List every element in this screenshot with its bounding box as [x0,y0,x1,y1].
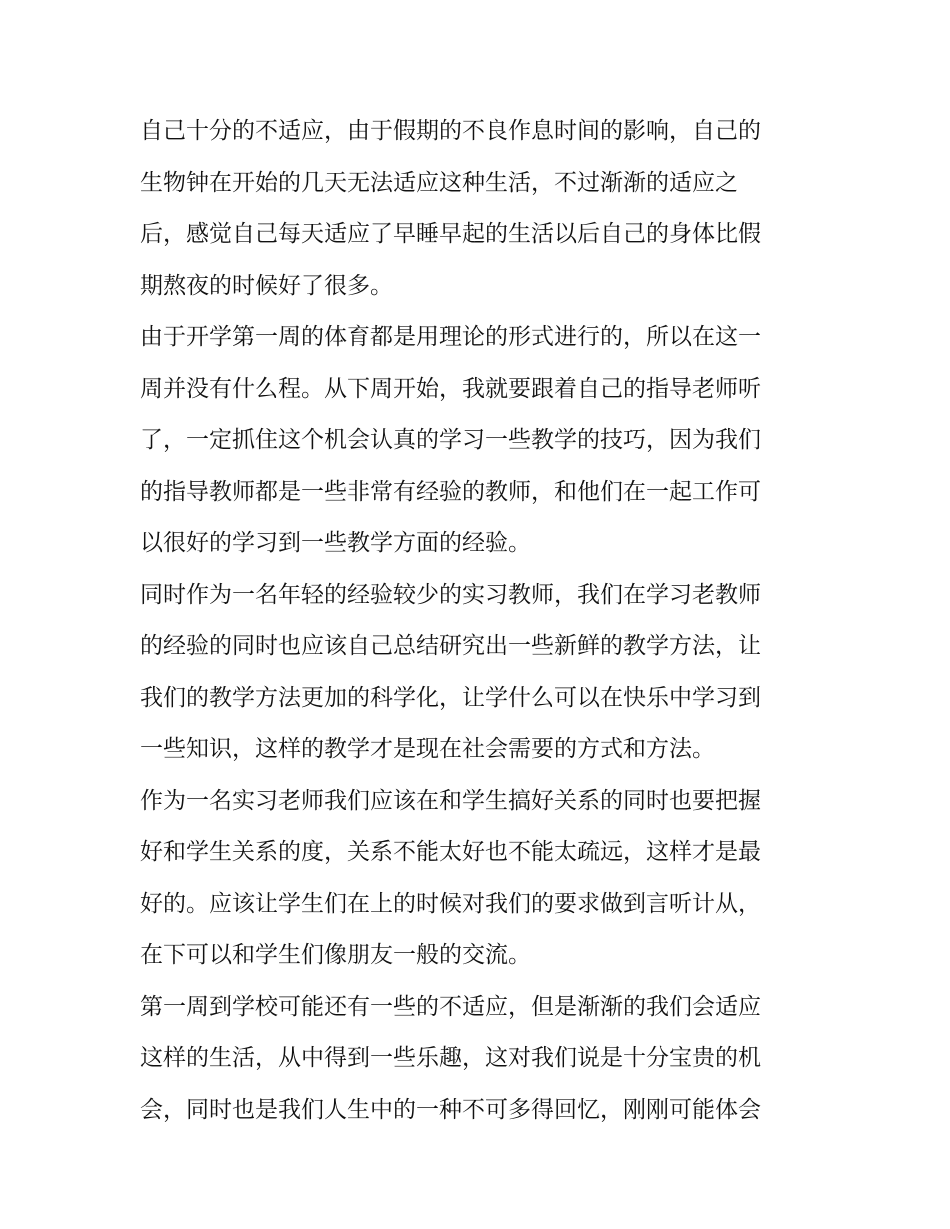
text-line: 好和学生关系的度，关系不能太好也不能太疏远，这样才是最 [140,839,761,865]
text-line: 好的。应该让学生们在上的时候对我们的要求做到言听计从， [140,890,761,917]
text-line: 第一周到学校可能还有一些的不适应，但是渐渐的我们会适应 [140,993,761,1020]
text-line: 作为一名实习老师我们应该在和学生搞好关系的同时也要把握 [140,787,761,814]
text-line: 会，同时也是我们人生中的一种不可多得回忆，刚刚可能体会 [140,1096,761,1123]
text-line: 由于开学第一周的体育都是用理论的形式进行的，所以在这一 [140,324,761,350]
text-line: 的指导教师都是一些非常有经验的教师，和他们在一起工作可 [140,478,761,505]
text-line: 同时作为一名年轻的经验较少的实习教师，我们在学习老教师 [140,581,761,608]
text-line: 一些知识，这样的教学才是现在社会需要的方式和方法。 [140,736,715,762]
text-line: 以很好的学习到一些教学方面的经验。 [140,530,531,556]
text-line: 自己十分的不适应，由于假期的不良作息时间的影响，自己的 [140,118,761,144]
text-line: 在下可以和学生们像朋友一般的交流。 [140,942,531,968]
body-text [140,106,820,1136]
text-line: 了，一定抓住这个机会认真的学习一些教学的技巧，因为我们 [140,427,761,453]
text-line: 这样的生活，从中得到一些乐趣，这对我们说是十分宝贵的机 [140,1045,761,1071]
text-line: 的经验的同时也应该自己总结研究出一些新鲜的教学方法，让 [140,633,761,659]
text-line: 期熬夜的时候好了很多。 [140,272,393,299]
text-line: 生物钟在开始的几天无法适应这种生活，不过渐渐的适应之 [140,169,738,196]
text-line: 我们的教学方法更加的科学化，让学什么可以在快乐中学习到 [140,684,761,711]
text-line: 周并没有什么程。从下周开始，我就要跟着自己的指导老师听 [140,375,761,402]
text-line: 后，感觉自己每天适应了早睡早起的生活以后自己的身体比假 [140,221,761,247]
